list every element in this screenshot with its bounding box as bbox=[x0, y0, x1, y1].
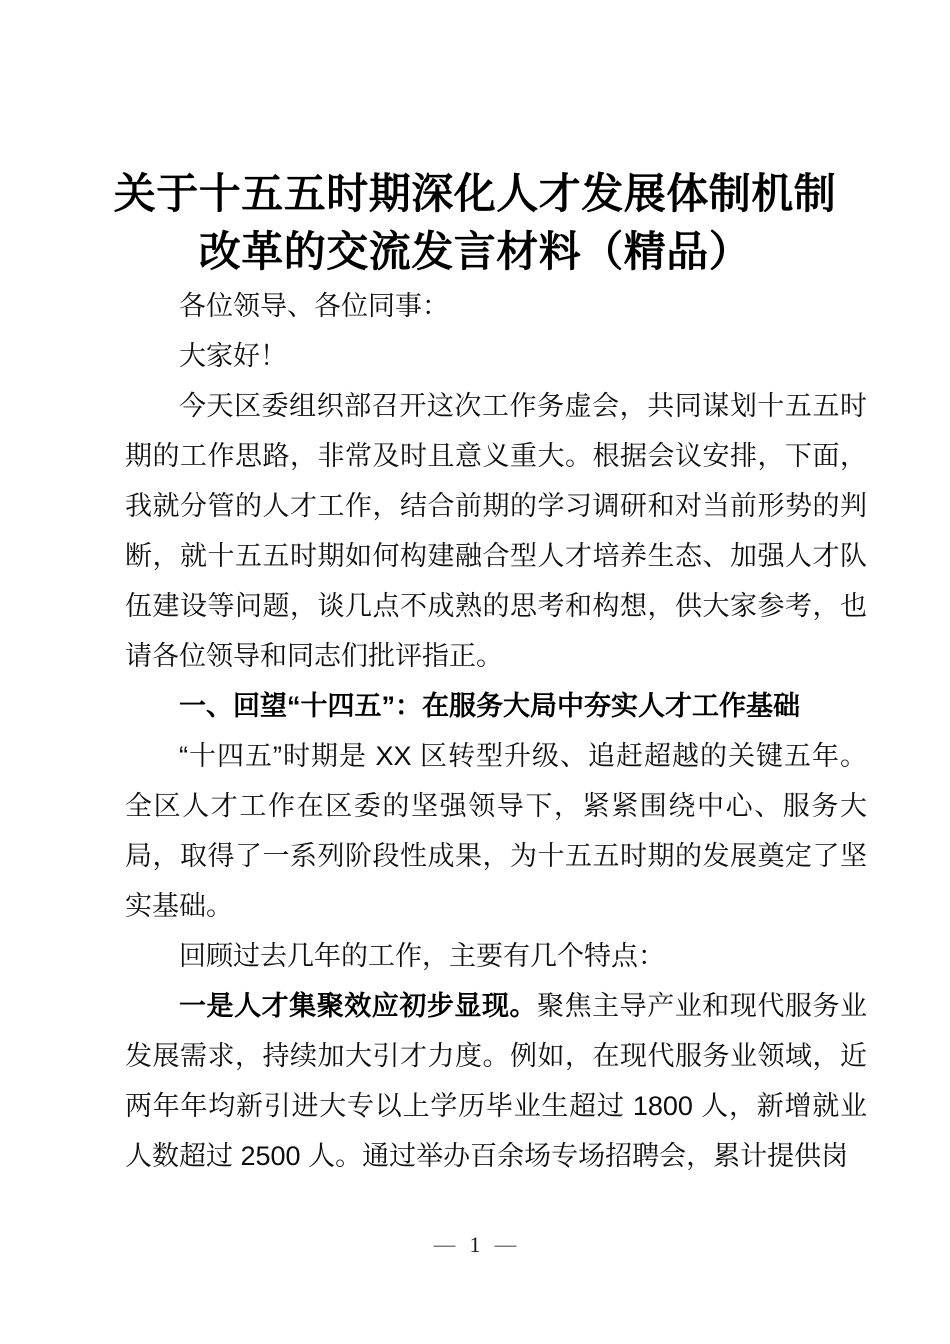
paragraph-point-one-body: 聚焦主导产业和现代服务业发展需求，持续加大引才力度。例如，在现代服务业领域，近两年年均新引进大专以上学历毕业生超过 1800 人，新增就业人数超过 2500 人。通过举办百余场专场招聘会，累计提供岗 bbox=[125, 991, 868, 1171]
document-title-line2: 改革的交流发言材料（精品） bbox=[198, 230, 752, 276]
paragraph-features-intro: 回顾过去几年的工作，主要有几个特点： bbox=[179, 941, 665, 971]
paragraph-point-one bbox=[125, 981, 867, 1181]
paragraph-intro: 今天区委组织部召开这次工作务虚会，共同谋划十五五时期的工作思路，非常及时且意义重大。根据会议安排，下面，我就分管的人才工作，结合前期的学习调研和对当前形势的判断，就十五五时期如何构建融合型人才培养生态、加强人才队伍建设等问题，谈几点不成熟的思考和构想，供大家参考，也请各位领导和同志们批评指正。 bbox=[125, 391, 867, 671]
section-heading-1: 一、回望“十四五”：在服务大局中夯实人才工作基础 bbox=[179, 691, 800, 721]
paragraph-salutation: 各位领导、各位同事： bbox=[179, 291, 449, 321]
paragraph-greeting: 大家好！ bbox=[179, 341, 287, 371]
footer-dash-right: — bbox=[494, 1232, 517, 1257]
document-title bbox=[0, 166, 950, 282]
page-footer bbox=[0, 1228, 950, 1262]
paragraph-review: “十四五”时期是 XX 区转型升级、追赶超越的关键五年。全区人才工作在区委的坚强领导下，紧紧围绕中心、服务大局，取得了一系列阶段性成果，为十五五时期的发展奠定了坚实基础。 bbox=[125, 741, 867, 921]
footer-dash-left: — bbox=[433, 1232, 456, 1257]
document-body bbox=[125, 281, 867, 1181]
paragraph-point-one-lead: 一是人才集聚效应初步显现。 bbox=[179, 991, 538, 1021]
page-number: 1 bbox=[469, 1232, 481, 1257]
document-title-line1: 关于十五五时期深化人才发展体制机制 bbox=[113, 172, 837, 218]
